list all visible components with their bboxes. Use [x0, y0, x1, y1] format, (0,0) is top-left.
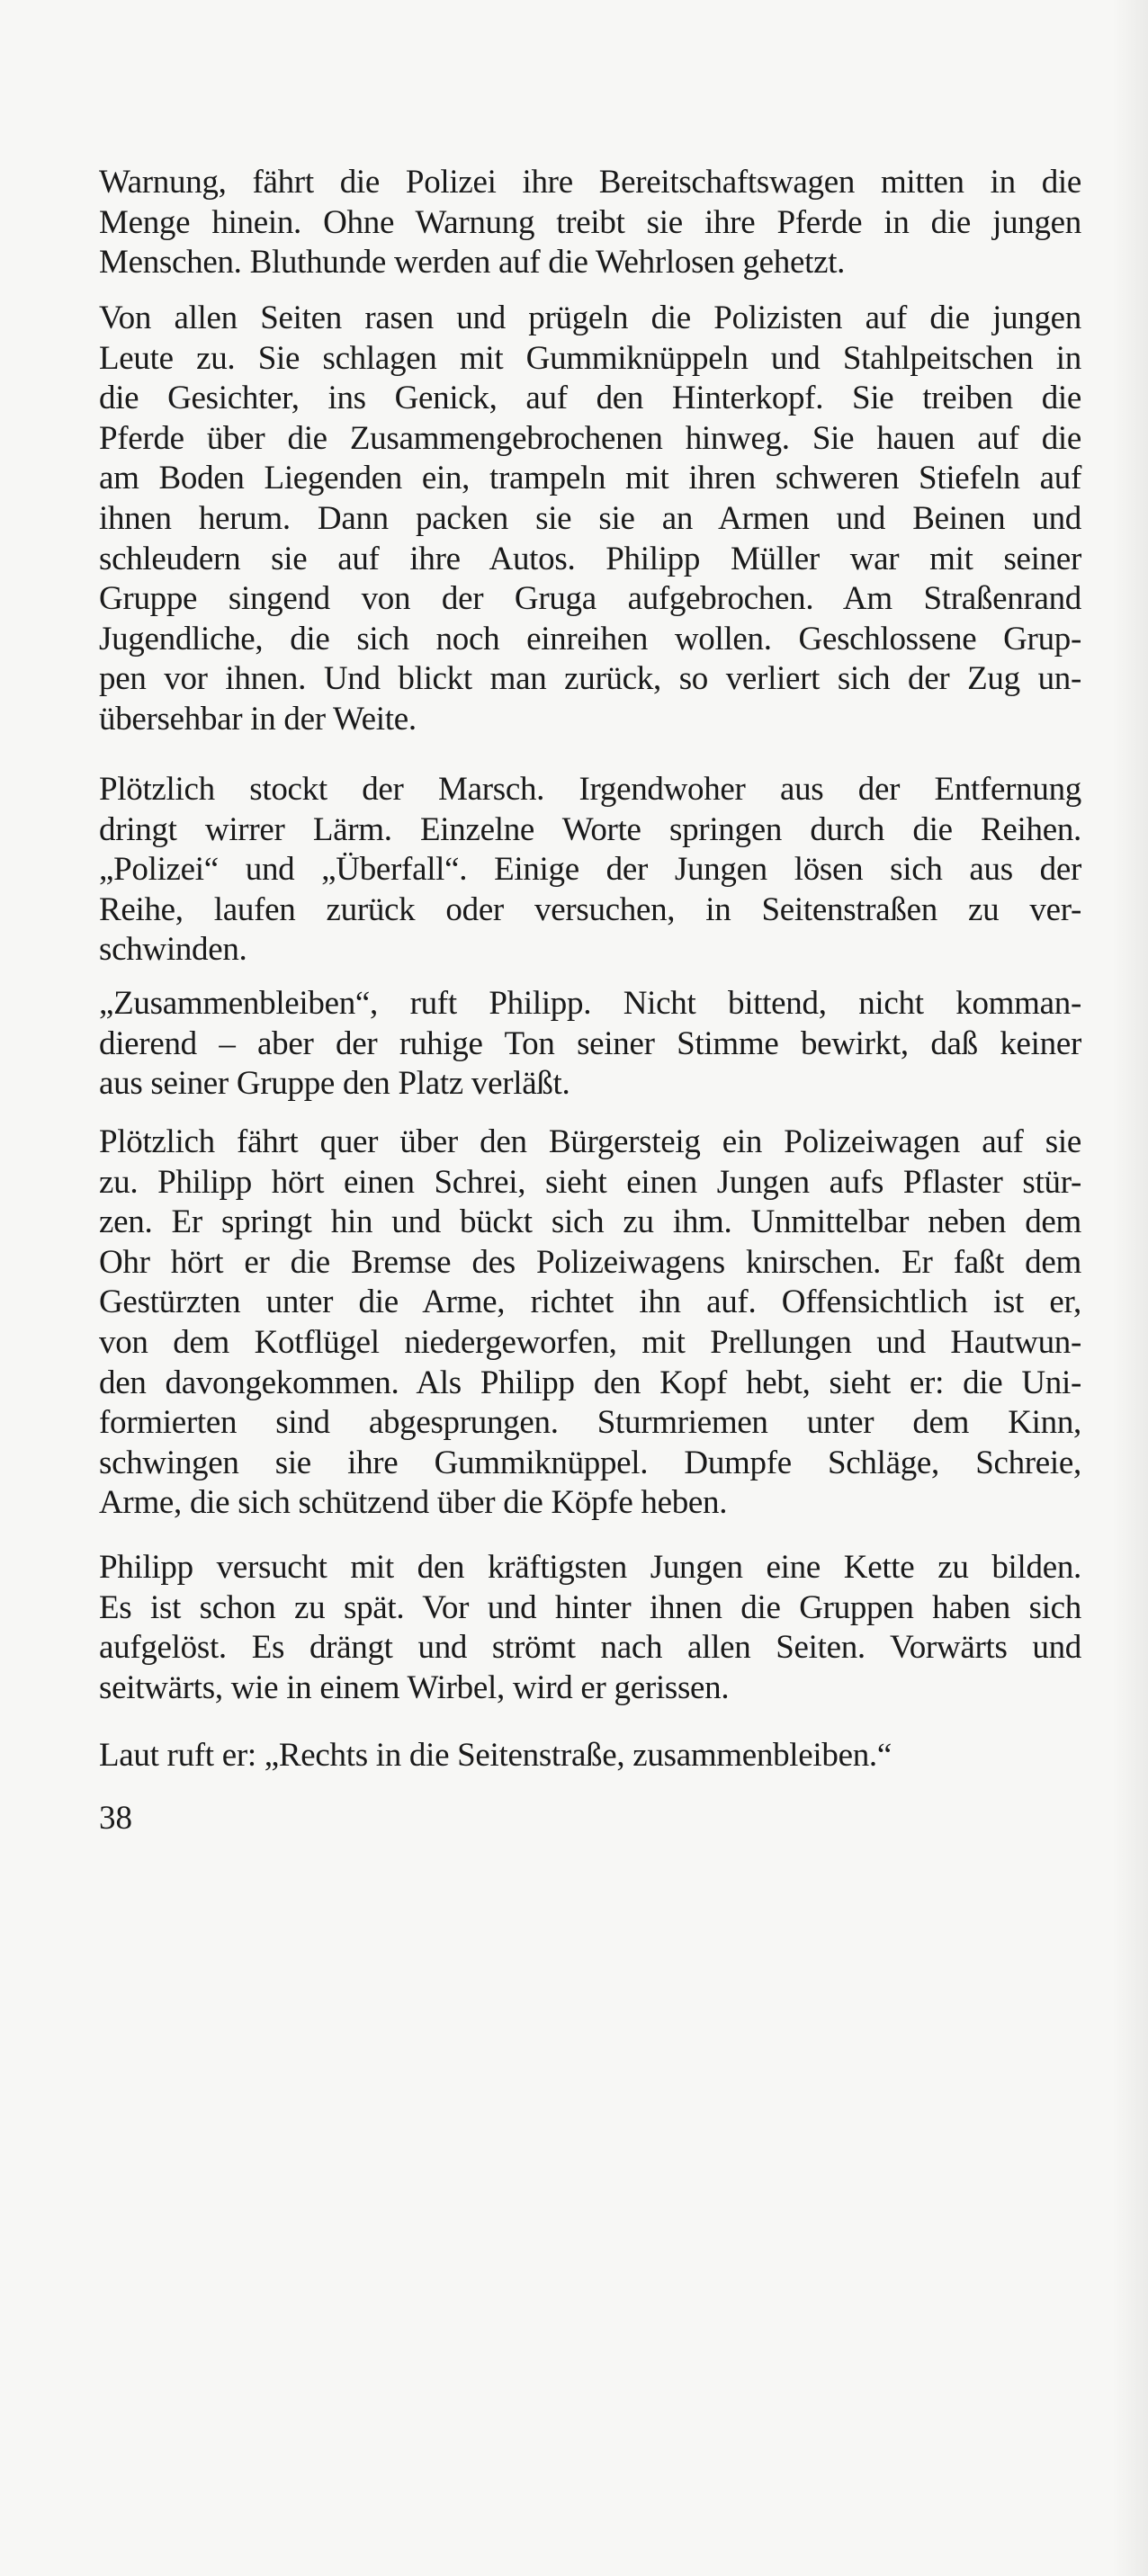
paragraph — [99, 984, 1081, 1105]
paragraph — [99, 1736, 1081, 1776]
paragraph — [99, 163, 1081, 283]
text-line: zu. Philipp hört einen Schrei, sieht einen Jungen aufs Pflaster stür- — [99, 1163, 1081, 1201]
paragraph — [99, 1123, 1081, 1524]
text-line: Warnung, fährt die Polizei ihre Bereitschaftswagen mitten in die — [99, 164, 1081, 201]
text-line: Philipp versucht mit den kräftigsten Jungen eine Kette zu bilden. — [99, 1549, 1081, 1586]
text-line: dringt wirrer Lärm. Einzelne Worte springen durch die Reihen. — [99, 810, 1081, 848]
text-line: Gestürzten unter die Arme, richtet ihn auf. Offensichtlich ist er, — [99, 1284, 1081, 1321]
text-line: übersehbar in der Weite. — [99, 700, 417, 738]
text-line: Menge hinein. Ohne Warnung treibt sie ihre Pferde in die jungen — [99, 203, 1081, 241]
text-line: Von allen Seiten rasen und prügeln die Polizisten auf die jungen — [99, 300, 1081, 336]
text-line: Arme, die sich schützend über die Köpfe heben. — [99, 1484, 728, 1522]
text-line: Gruppe singend von der Gruga aufgebrochen. Am Straßenrand — [99, 580, 1081, 618]
paragraph — [99, 299, 1081, 740]
text-line: „Polizei“ und „Überfall“. Einige der Jungen lösen sich aus der — [99, 851, 1081, 889]
text-line: die Gesichter, ins Genick, auf den Hinterkopf. Sie treiben die — [99, 380, 1081, 417]
text-line: pen vor ihnen. Und blickt man zurück, so verliert sich der Zug un- — [99, 660, 1081, 698]
text-line: aufgelöst. Es drängt und strömt nach allen Seiten. Vorwärts und — [99, 1629, 1081, 1667]
text-line: Pferde über die Zusammengebrochenen hinweg. Sie hauen auf die — [99, 419, 1081, 457]
text-line: schwingen sie ihre Gummiknüppel. Dumpfe Schläge, Schreie, — [99, 1444, 1081, 1481]
text-line: den davongekommen. Als Philipp den Kopf hebt, sieht er: die Uni- — [99, 1364, 1081, 1401]
text-line: von dem Kotflügel niedergeworfen, mit Prellungen und Hautwun- — [99, 1323, 1081, 1361]
text-line: Ohr hört er die Bremse des Polizeiwagens knirschen. Er faßt dem — [99, 1243, 1081, 1281]
text-line: Menschen. Bluthunde werden auf die Wehrlosen gehetzt. — [99, 244, 846, 282]
text-line: schleudern sie auf ihre Autos. Philipp Müller war mit seiner — [99, 540, 1081, 577]
text-line: schwinden. — [99, 931, 247, 969]
text-line: Leute zu. Sie schlagen mit Gummiknüppeln und Stahlpeitschen in — [99, 339, 1081, 377]
paragraph — [99, 1548, 1081, 1708]
text-line: Plötzlich stockt der Marsch. Irgendwoher aus der Entfernung — [99, 771, 1081, 808]
text-line: aus seiner Gruppe den Platz verläßt. — [99, 1065, 570, 1103]
text-line: Es ist schon zu spät. Vor und hinter ihnen die Gruppen haben sich — [99, 1588, 1081, 1626]
text-line: formierten sind abgesprungen. Sturmriemen unter dem Kinn, — [99, 1404, 1081, 1442]
page-edge-shadow — [1112, 0, 1148, 2576]
text-line: Reihe, laufen zurück oder versuchen, in Seitenstraßen zu ver- — [99, 890, 1081, 928]
text-line: zen. Er springt hin und bückt sich zu ihm. Unmittelbar neben dem — [99, 1203, 1081, 1241]
text-line: ihnen herum. Dann packen sie sie an Armen und Beinen und — [99, 499, 1081, 537]
text-line: am Boden Liegenden ein, trampeln mit ihren schweren Stiefeln auf — [99, 460, 1081, 497]
text-line: dierend – aber der ruhige Ton seiner Stimme bewirkt, daß keiner — [99, 1024, 1081, 1062]
paragraph — [99, 770, 1081, 970]
text-line: Plötzlich fährt quer über den Bürgersteig ein Polizeiwagen auf sie — [99, 1123, 1081, 1160]
text-line: Laut ruft er: „Rechts in die Seitenstraße, zusammenbleiben.“ — [99, 1737, 892, 1774]
text-line: „Zusammenbleiben“, ruft Philipp. Nicht bittend, nicht komman- — [99, 985, 1081, 1022]
page-number: 38 — [99, 1800, 132, 1837]
text-line: seitwärts, wie in einem Wirbel, wird er gerissen. — [99, 1668, 730, 1706]
text-line: Jugendliche, die sich noch einreihen wollen. Geschlossene Grup- — [99, 620, 1081, 657]
